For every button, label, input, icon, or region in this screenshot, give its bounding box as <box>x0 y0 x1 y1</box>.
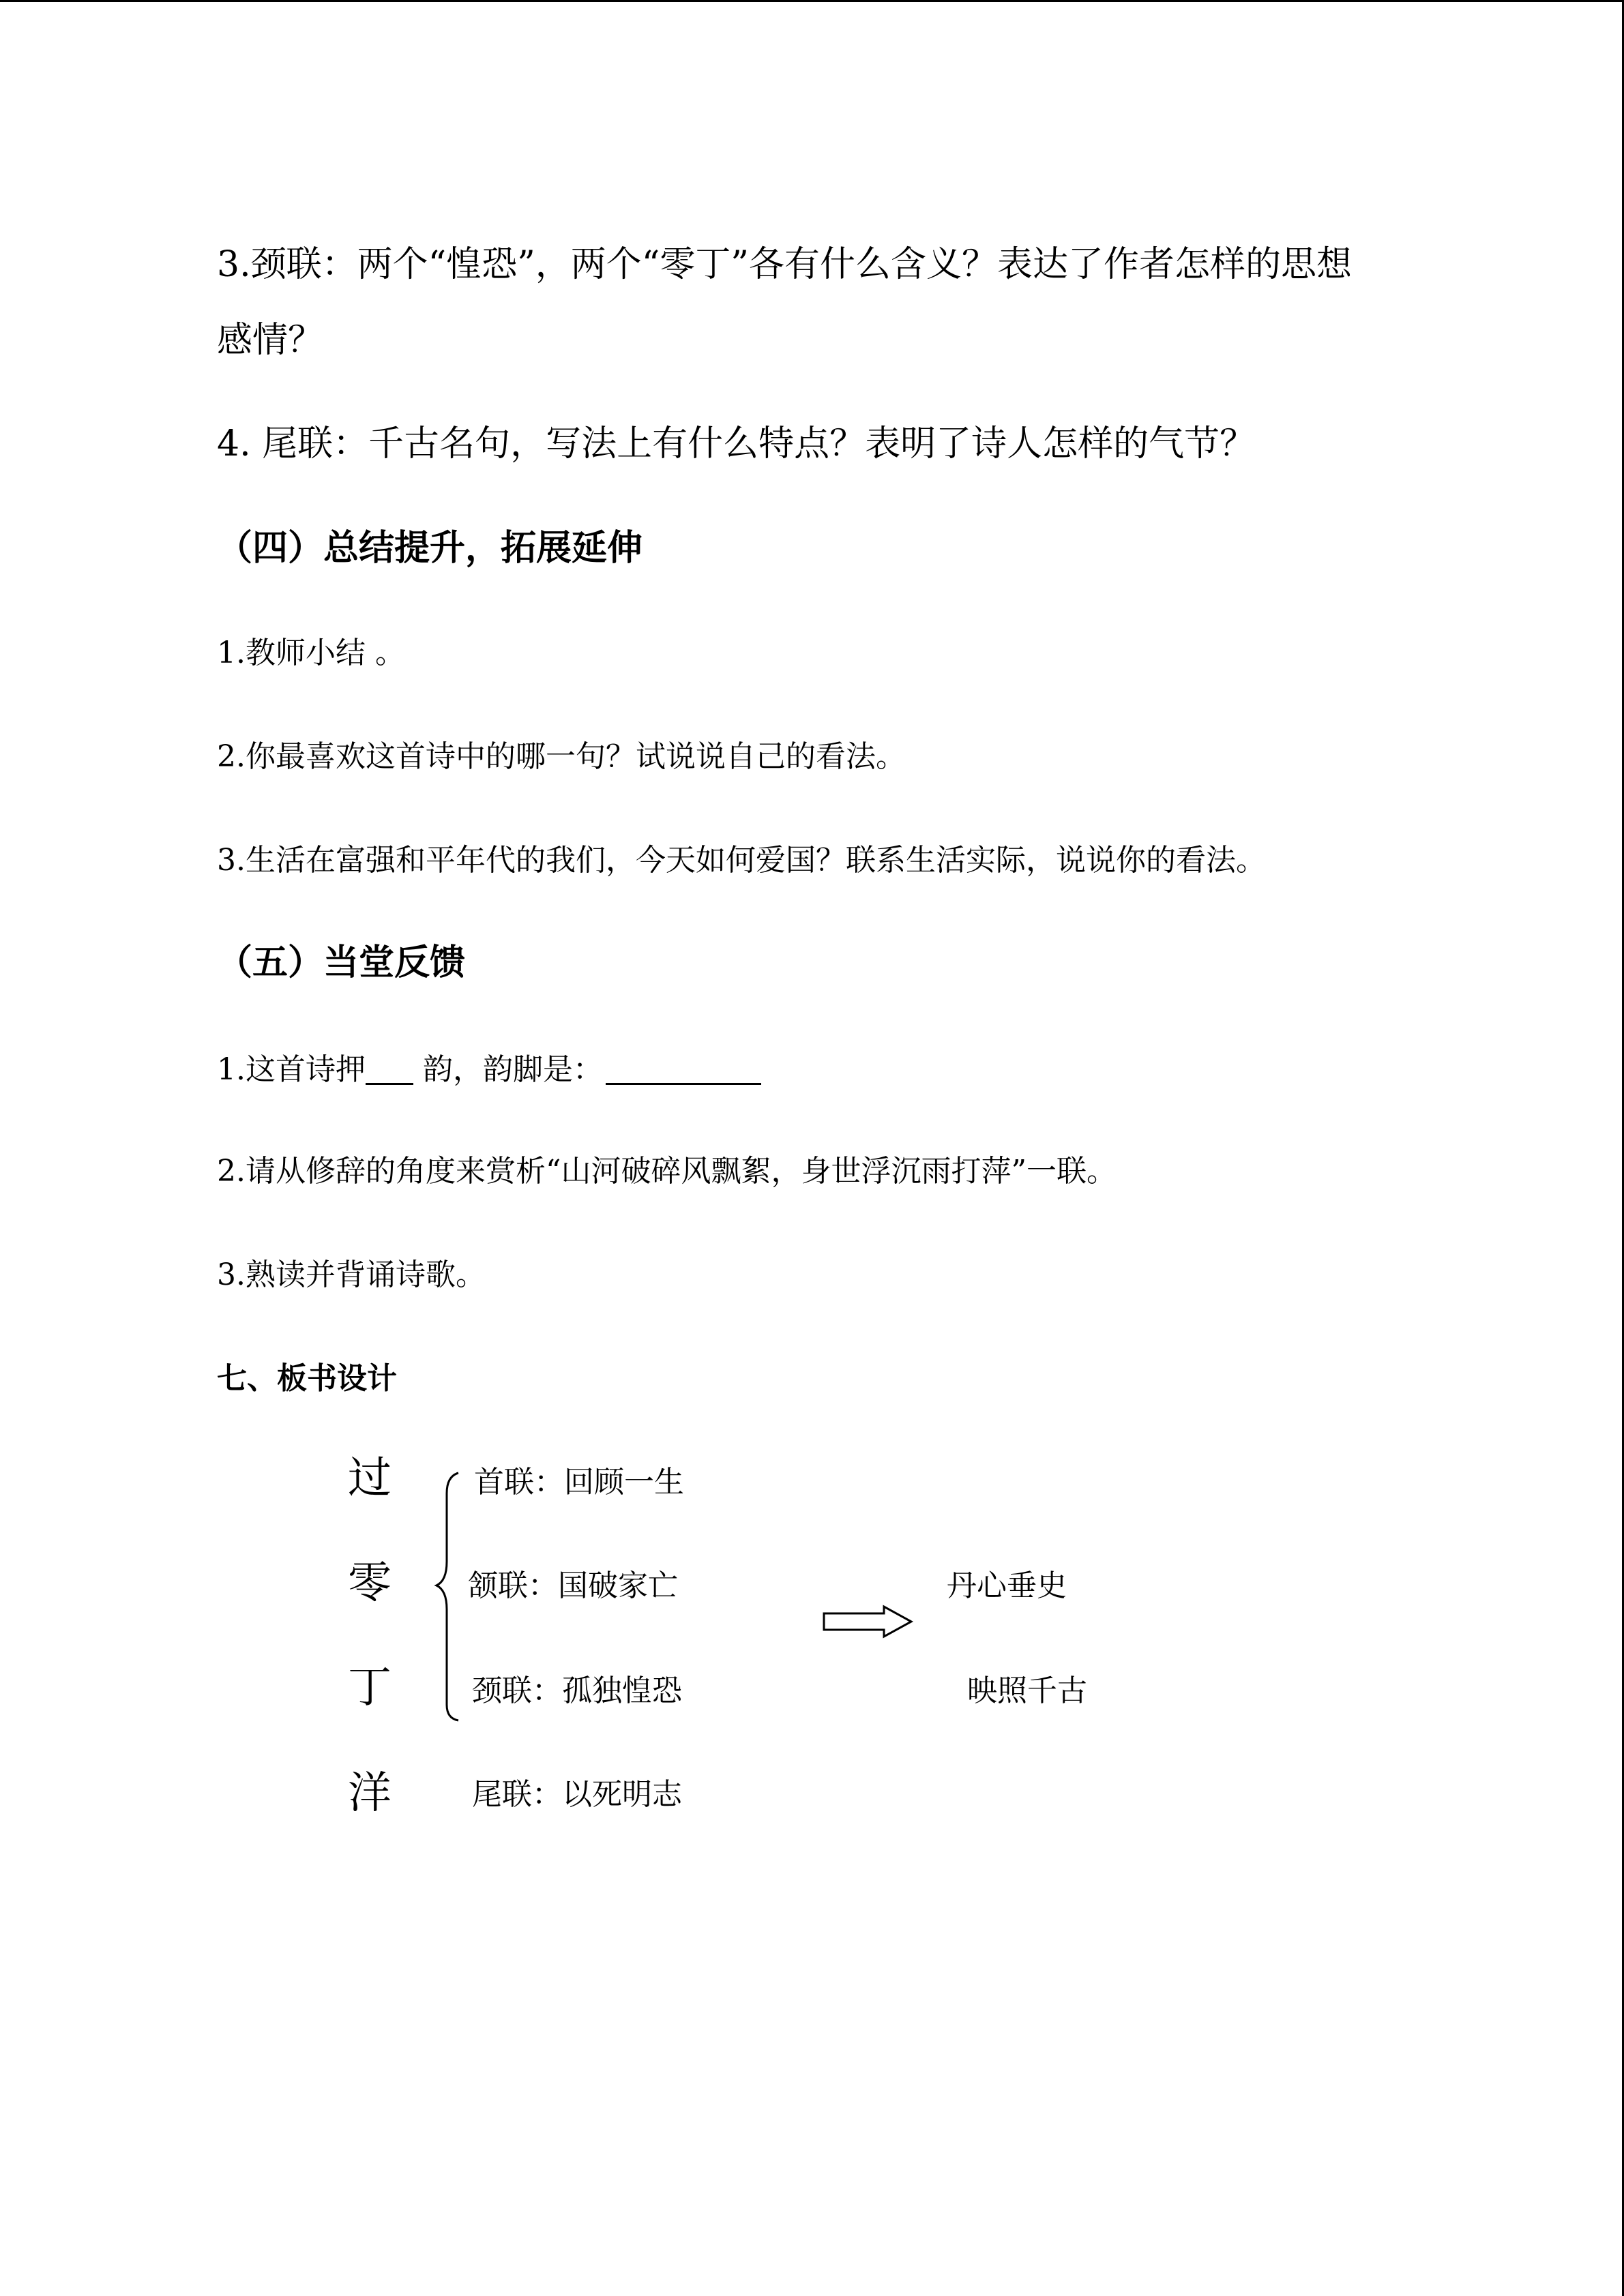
board-couplet-1: 首联：回顾一生 <box>474 1465 684 1500</box>
question-3-line-1: 3.颈联：两个“惶恐”，两个“零丁”各有什么含义？表达了作者怎样的思想 <box>217 244 1352 285</box>
section-5-item-2: 2.请从修辞的角度来赏析“山河破碎风飘絮，身世浮沉雨打萍”一联。 <box>217 1154 1117 1189</box>
section-4-heading: （四）总结提升，拓展延伸 <box>217 528 643 569</box>
board-conclusion-1: 丹心垂史 <box>947 1568 1067 1603</box>
question-4: 4. 尾联：千古名句，写法上有什么特点？表明了诗人怎样的气节？ <box>217 423 1256 464</box>
question-3-line-2: 感情？ <box>217 320 324 361</box>
section-5-heading: （五）当堂反馈 <box>217 942 466 983</box>
board-couplet-4: 尾联：以死明志 <box>472 1777 682 1812</box>
right-arrow-icon <box>824 1607 911 1637</box>
board-design-heading: 七、板书设计 <box>217 1361 397 1396</box>
section-5-item-1-middle: 韵，韵脚是： <box>413 1052 603 1087</box>
board-title-char-1: 过 <box>348 1453 392 1504</box>
board-couplet-3: 颈联：孤独惶恐 <box>472 1673 682 1708</box>
section-5-item-1-prefix: 1.这首诗押 <box>217 1052 366 1087</box>
board-conclusion-2: 映照千古 <box>967 1673 1087 1708</box>
left-brace <box>437 1473 458 1720</box>
board-couplet-2: 颔联：国破家亡 <box>468 1568 678 1603</box>
section-4-item-1: 1.教师小结 。 <box>217 636 405 670</box>
board-title-char-4: 洋 <box>348 1768 392 1819</box>
section-4-item-3: 3.生活在富强和平年代的我们，今天如何爱国？联系生活实际，说说你的看法。 <box>217 843 1266 878</box>
section-5-item-3: 3.熟读并背诵诗歌。 <box>217 1257 486 1292</box>
board-title-char-3: 丁 <box>348 1663 392 1713</box>
section-4-item-2: 2.你最喜欢这首诗中的哪一句？试说说自己的看法。 <box>217 739 906 774</box>
board-title-char-2: 零 <box>348 1558 392 1609</box>
